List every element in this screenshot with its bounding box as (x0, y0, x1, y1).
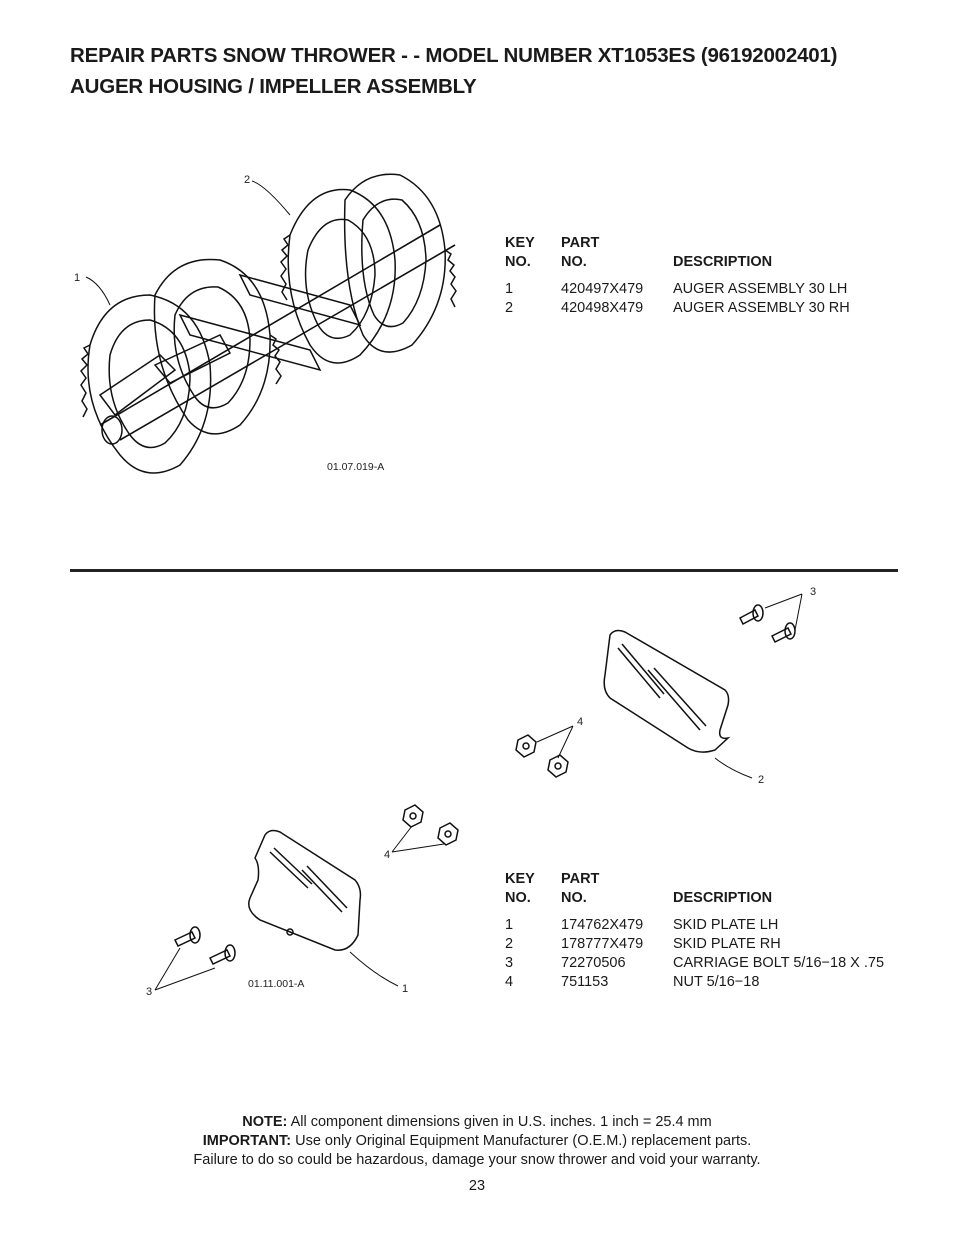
page-title: REPAIR PARTS SNOW THROWER - - MODEL NUMBER XT1053ES (96192002401) (70, 44, 838, 67)
page-footer (0, 1113, 954, 1170)
callout-1: 1 (74, 272, 81, 284)
callout-4-right: 4 (577, 716, 584, 728)
diagram-code: 01.11.001-A (248, 978, 305, 990)
col-desc-header: DESCRIPTION (673, 254, 773, 270)
table-row: 1 174762X479 SKID PLATE LH (505, 917, 779, 933)
callout-1: 1 (402, 983, 409, 995)
callout-3-right: 3 (810, 586, 817, 598)
callout-4-left: 4 (384, 849, 391, 861)
important-line: IMPORTANT: Use only Original Equipment Manufacturer (O.E.M.) replacement parts. (202, 1133, 752, 1149)
table-row: 1 420497X479 AUGER ASSEMBLY 30 LH (505, 281, 848, 297)
col-key-header: KEY NO. (505, 871, 535, 906)
callout-2: 2 (758, 774, 765, 786)
section-divider (70, 569, 898, 572)
auger-diagram (60, 165, 480, 495)
col-part-header: PART NO. (561, 871, 600, 906)
callout-2: 2 (244, 174, 251, 186)
col-key-header: KEY NO. (505, 235, 535, 270)
note-line: NOTE: All component dimensions given in U.S. inches. 1 inch = 25.4 mm (242, 1114, 712, 1130)
table-row: 3 72270506 CARRIAGE BOLT 5/16−18 X .75 (505, 955, 885, 971)
col-desc-header: DESCRIPTION (673, 890, 773, 906)
warning-line: Failure to do so could be hazardous, damage your snow thrower and void your warranty. (193, 1152, 761, 1168)
page-subtitle: AUGER HOUSING / IMPELLER ASSEMBLY (70, 75, 477, 98)
page-header (70, 40, 930, 102)
col-part-header: PART NO. (561, 235, 600, 270)
diagram-code: 01.07.019-A (327, 461, 385, 473)
table-row: 4 751153 NUT 5/16−18 (505, 974, 760, 990)
parts-table-auger (505, 234, 850, 318)
table-row: 2 420498X479 AUGER ASSEMBLY 30 RH (505, 300, 850, 316)
parts-table-skid (505, 870, 884, 992)
page-number: 23 (468, 1178, 486, 1194)
callout-3-left: 3 (146, 986, 153, 998)
table-row: 2 178777X479 SKID PLATE RH (505, 936, 781, 952)
